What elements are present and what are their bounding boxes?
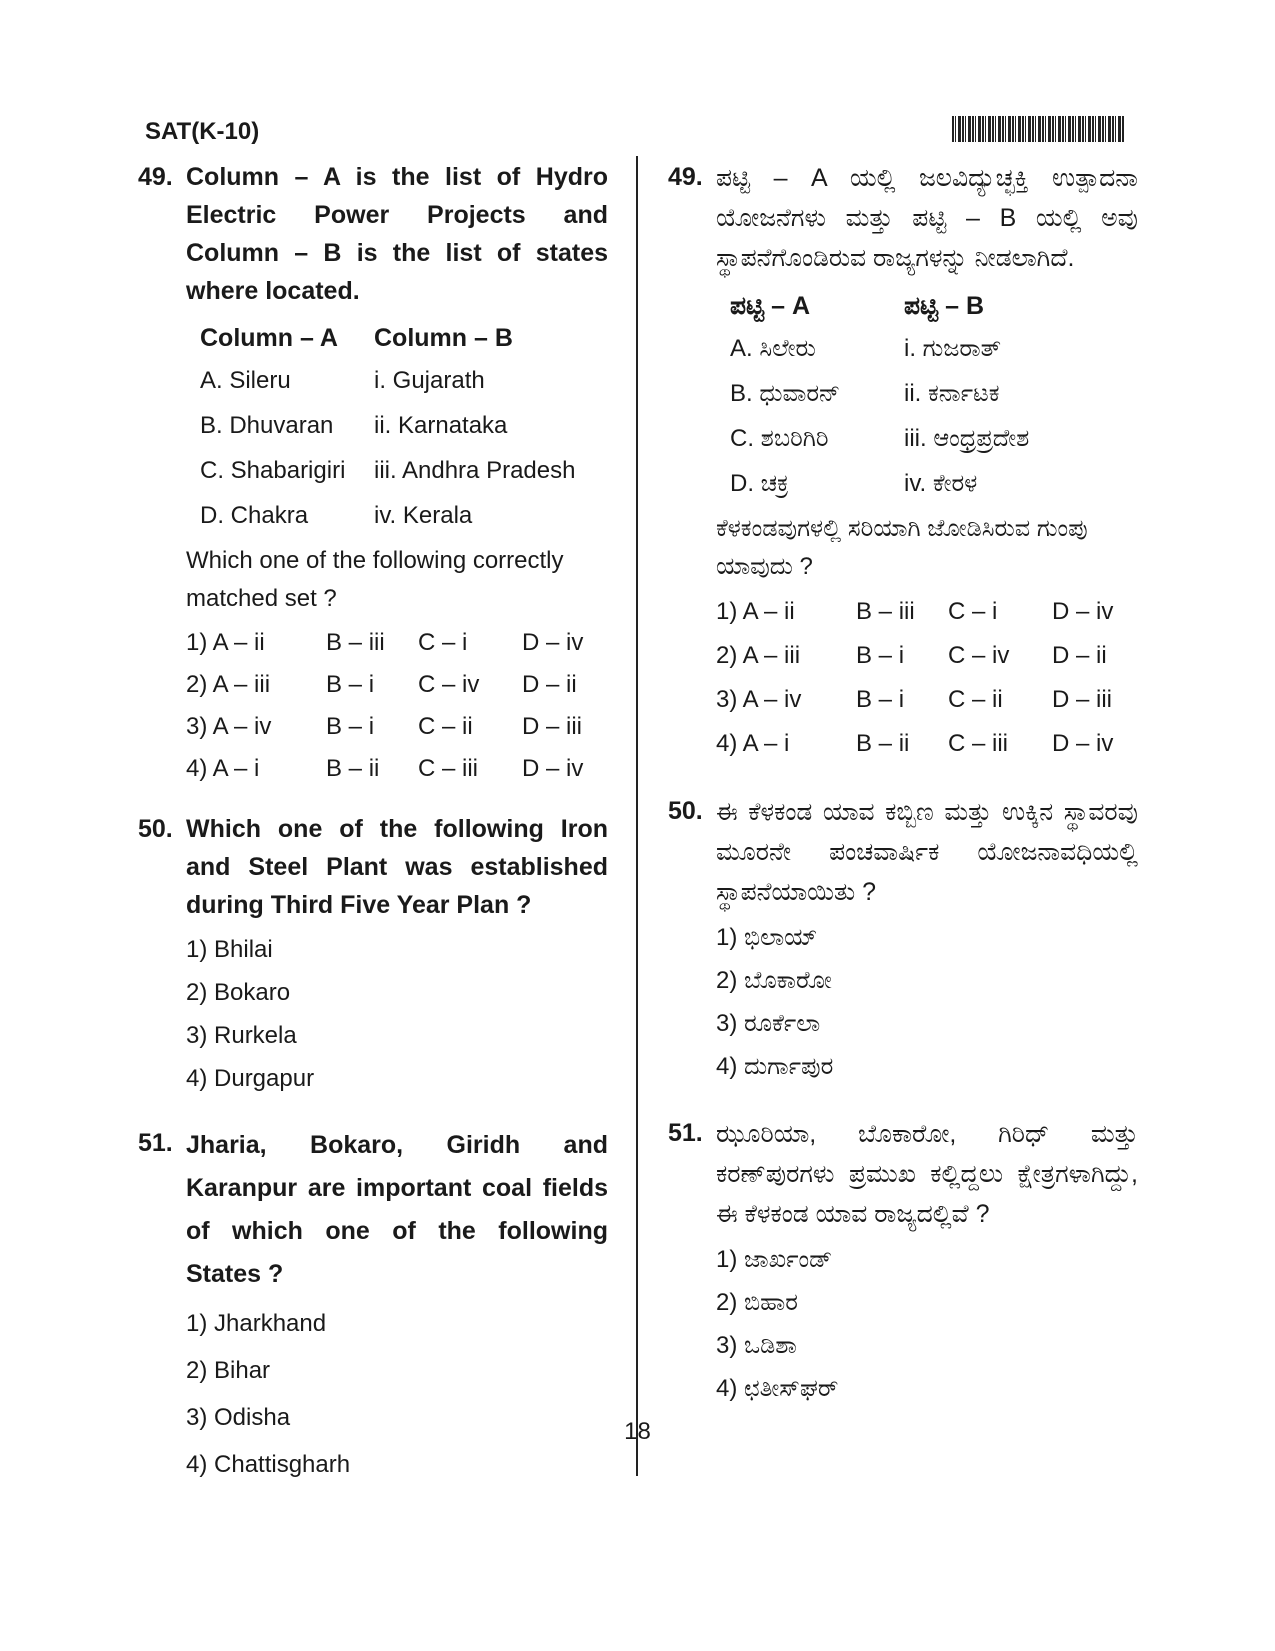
option-2[interactable] — [186, 664, 608, 706]
option-part: 4) A – i — [716, 730, 790, 757]
column-a-item: B. ಧುವಾರನ್ — [730, 380, 841, 407]
match-row — [716, 371, 1138, 416]
option-part: C – i — [948, 598, 998, 625]
column-a-item: A. ಸಿಲೇರು — [730, 335, 816, 362]
question-50-en — [138, 810, 608, 1100]
option-1[interactable] — [716, 590, 1138, 634]
option-part: C – iv — [418, 671, 480, 698]
column-b-item: i. ಗುಜರಾತ್ — [904, 335, 1002, 362]
option-part: B – i — [856, 686, 905, 713]
column-a-item: C. Shabarigiri — [200, 457, 346, 484]
match-row — [716, 416, 1138, 461]
answer-options — [716, 916, 1138, 1088]
option-part: 4) A – i — [186, 755, 260, 782]
column-divider — [636, 156, 638, 1476]
column-a-item: D. Chakra — [200, 502, 309, 529]
column-a-heading: ಪಟ್ಟಿ – A — [730, 292, 810, 320]
option-part: D – iv — [522, 629, 584, 656]
option-3[interactable]: 3) ರೂರ್ಕೆಲಾ — [716, 1010, 821, 1037]
question-text: Jharia, Bokaro, Giridh and Karanpur are important coal fields of which one of the following States ? — [186, 1131, 608, 1288]
option-part: B – iii — [326, 629, 385, 656]
english-column — [138, 158, 608, 1488]
option-part: 1) A – ii — [716, 598, 795, 625]
option-part: B – i — [326, 671, 375, 698]
option-part: B – ii — [856, 730, 910, 757]
option-part: B – i — [856, 642, 905, 669]
answer-options — [716, 1238, 1138, 1410]
question-49-kn — [668, 158, 1138, 766]
column-a-item: D. ಚಕ್ರ — [730, 470, 789, 497]
option-2[interactable]: 2) ಬಿಹಾರ — [716, 1289, 798, 1316]
option-3[interactable] — [186, 706, 608, 748]
option-3[interactable]: 3) ಒಡಿಶಾ — [716, 1332, 797, 1359]
column-b-item: iii. Andhra Pradesh — [374, 457, 576, 484]
exam-code: SAT(K-10) — [145, 118, 260, 145]
option-part: D – iii — [522, 713, 583, 740]
option-part: D – ii — [1052, 642, 1107, 669]
answer-options — [716, 590, 1138, 766]
question-number: 51. — [138, 1129, 173, 1157]
option-1[interactable] — [186, 622, 608, 664]
option-part: B – ii — [326, 755, 380, 782]
option-4[interactable]: 4) ದುರ್ಗಾಪುರ — [716, 1053, 834, 1080]
option-part: 3) A – iv — [716, 686, 802, 713]
question-49-en — [138, 158, 608, 790]
option-part: 3) A – iv — [186, 713, 272, 740]
question-50-kn — [668, 792, 1138, 1088]
page-number: 18 — [624, 1418, 651, 1445]
option-4[interactable]: 4) Durgapur — [186, 1065, 315, 1092]
match-row — [716, 461, 1138, 506]
option-part: D – iii — [1052, 686, 1113, 713]
option-2[interactable]: 2) ಬೊಕಾರೋ — [716, 967, 832, 994]
option-1[interactable]: 1) ಜಾರ್ಖಂಡ್ — [716, 1246, 833, 1273]
column-b-heading: ಪಟ್ಟಿ – B — [904, 292, 984, 320]
column-a-heading: Column – A — [200, 324, 338, 352]
question-text: ಈ ಕೆಳಕಂಡ ಯಾವ ಕಬ್ಬಿಣ ಮತ್ತು ಉಕ್ಕಿನ ಸ್ಥಾವರವು ಮೂರನೇ ಪಂಚವಾರ್ಷಿಕ ಯೋಜನಾವಧಿಯಲ್ಲಿ ಸ್ಥಾಪನೆಯಾಯಿತು ? — [716, 798, 1138, 906]
question-text: ಪಟ್ಟಿ – A ಯಲ್ಲಿ ಜಲವಿದ್ಯುಚ್ಛಕ್ತಿ ಉತ್ಪಾದನಾ ಯೋಜನೆಗಳು ಮತ್ತು ಪಟ್ಟಿ – B ಯಲ್ಲಿ ಅವು ಸ್ಥಾಪನೆಗೊಂಡಿರುವ ರಾಜ್ಯಗಳನ್ನು ನೀಡಲಾಗಿದೆ. — [716, 164, 1138, 272]
question-instruction: Which one of the following correctly matched set ? — [186, 547, 564, 612]
option-3[interactable]: 3) Rurkela — [186, 1022, 297, 1049]
column-b-item: iii. ಆಂಧ್ರಪ್ರದೇಶ — [904, 425, 1030, 452]
question-instruction: ಕೆಳಕಂಡವುಗಳಲ್ಲಿ ಸರಿಯಾಗಿ ಜೋಡಿಸಿರುವ ಗುಂಪು ಯಾವುದು ? — [716, 515, 1088, 580]
match-row — [186, 403, 608, 448]
option-part: C – ii — [948, 686, 1003, 713]
option-1[interactable]: 1) Jharkhand — [186, 1310, 327, 1337]
answer-options — [186, 928, 608, 1100]
match-row — [186, 493, 608, 538]
match-row — [186, 448, 608, 493]
column-a-item: B. Dhuvaran — [200, 412, 334, 439]
question-number: 50. — [138, 815, 173, 843]
answer-options — [186, 1300, 608, 1488]
column-b-item: ii. ಕರ್ನಾಟಕ — [904, 380, 1000, 407]
option-part: B – iii — [856, 598, 915, 625]
barcode-icon — [952, 116, 1124, 142]
column-b-item: iv. Kerala — [374, 502, 473, 529]
column-b-heading: Column – B — [374, 324, 513, 352]
option-2[interactable]: 2) Bokaro — [186, 979, 291, 1006]
question-number: 50. — [668, 797, 703, 825]
column-b-item: i. Gujarath — [374, 367, 485, 394]
option-1[interactable]: 1) Bhilai — [186, 936, 273, 963]
option-4[interactable] — [186, 748, 608, 790]
option-part: C – iv — [948, 642, 1010, 669]
kannada-column — [668, 158, 1138, 1410]
option-4[interactable]: 4) ಛತೀಸ್‌ಘರ್ — [716, 1375, 839, 1402]
column-a-item: C. ಶಬರಿಗಿರಿ — [730, 425, 829, 452]
question-number: 49. — [668, 163, 703, 191]
question-text: Column – A is the list of Hydro Electric Power Projects and Column – B is the list of states where located. — [186, 163, 608, 305]
question-text: Which one of the following Iron and Steel Plant was established during Third Five Year Plan ? — [186, 815, 608, 919]
question-number: 51. — [668, 1119, 703, 1147]
match-row — [716, 326, 1138, 371]
option-part: D – iv — [1052, 730, 1114, 757]
option-part: C – i — [418, 629, 468, 656]
question-number: 49. — [138, 163, 173, 191]
question-51-kn — [668, 1114, 1138, 1410]
option-part: 1) A – ii — [186, 629, 265, 656]
match-row — [186, 358, 608, 403]
option-part: D – iv — [1052, 598, 1114, 625]
column-a-item: A. Sileru — [200, 367, 291, 394]
match-table — [186, 318, 608, 538]
option-1[interactable]: 1) ಭಿಲಾಯ್ — [716, 924, 818, 951]
option-3[interactable]: 3) Odisha — [186, 1404, 291, 1431]
column-b-item: ii. Karnataka — [374, 412, 508, 439]
option-part: 2) A – iii — [716, 642, 801, 669]
column-b-item: iv. ಕೇರಳ — [904, 470, 978, 497]
match-table — [716, 286, 1138, 506]
option-part: C – iii — [418, 755, 479, 782]
option-part: C – ii — [418, 713, 473, 740]
option-2[interactable]: 2) Bihar — [186, 1357, 271, 1384]
option-part: C – iii — [948, 730, 1009, 757]
option-part: 2) A – iii — [186, 671, 271, 698]
answer-options — [186, 622, 608, 790]
option-part: D – iv — [522, 755, 584, 782]
question-text: ಝೂರಿಯಾ, ಬೊಕಾರೋ, ಗಿರಿಧ್ ಮತ್ತು ಕರಣ್‌ಪುರಗಳು ಪ್ರಮುಖ ಕಲ್ಲಿದ್ದಲು ಕ್ಷೇತ್ರಗಳಾಗಿದ್ದು, ಈ ಕೆಳಕಂಡ ಯಾವ ರಾಜ್ಯದಲ್ಲಿವೆ ? — [716, 1120, 1138, 1228]
option-part: B – i — [326, 713, 375, 740]
option-4[interactable]: 4) Chattisgharh — [186, 1451, 351, 1478]
option-2[interactable] — [716, 634, 1138, 678]
option-4[interactable] — [716, 722, 1138, 766]
option-part: D – ii — [522, 671, 577, 698]
option-3[interactable] — [716, 678, 1138, 722]
